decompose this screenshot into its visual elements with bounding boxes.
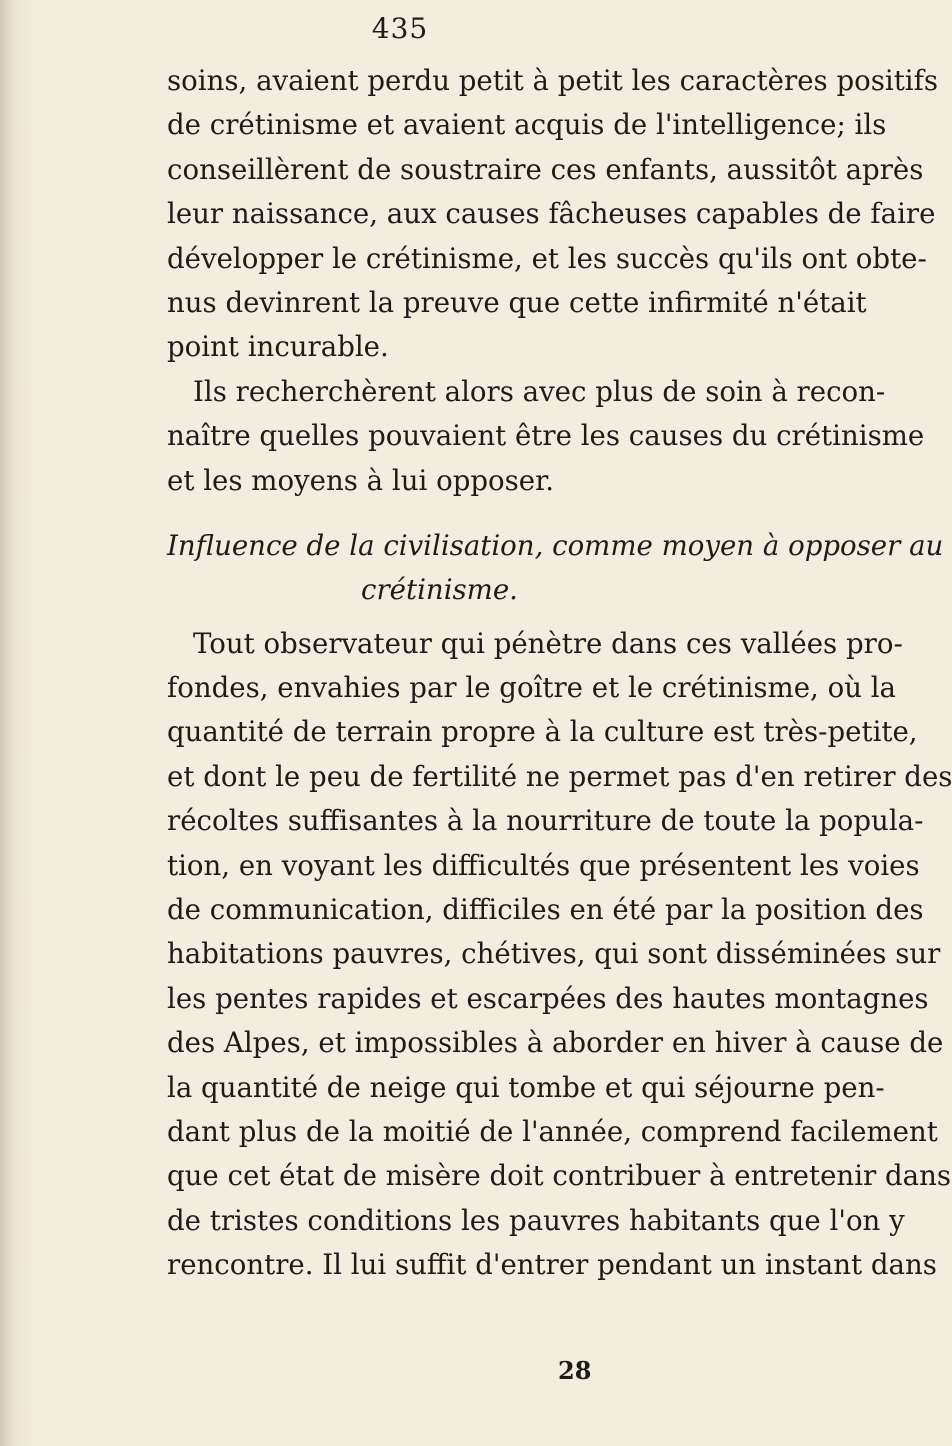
text-line: Tout observateur qui pénètre dans ces vallées pro- — [193, 626, 903, 660]
page-number: 435 — [371, 12, 429, 45]
text-line: que cet état de misère doit contribuer à entretenir dans — [167, 1159, 952, 1193]
text-line: la quantité de neige qui tombe et qui séjourne pen- — [167, 1070, 885, 1104]
text-line: leur naissance, aux causes fâcheuses capables de faire — [167, 197, 936, 231]
body-text — [167, 59, 952, 1288]
text-line: développer le crétinisme, et les succès qu'ils ont obte- — [167, 241, 927, 275]
text-line: les pentes rapides et escarpées des hautes montagnes — [167, 981, 929, 1015]
text-line: tion, en voyant les difficultés que présentent les voies — [167, 848, 920, 882]
text-line: fondes, envahies par le goître et le crétinisme, où la — [167, 671, 897, 705]
text-line: et les moyens à lui opposer. — [167, 463, 555, 497]
section-heading: Influence de la civilisation, comme moyen à opposer au — [167, 528, 944, 562]
printer-signature-mark: 28 — [558, 1356, 592, 1385]
text-line: de crétinisme et avaient acquis de l'intelligence; ils — [167, 108, 887, 142]
text-line: Ils recherchèrent alors avec plus de soin à recon- — [193, 374, 886, 408]
text-line: des Alpes, et impossibles à aborder en hiver à cause de — [167, 1026, 944, 1060]
text-line: quantité de terrain propre à la culture est très-petite, — [167, 715, 918, 749]
text-line: nus devinrent la preuve que cette infirmité n'était — [167, 285, 867, 319]
text-line: conseillèrent de soustraire ces enfants, aussitôt après — [167, 152, 924, 186]
text-line: point incurable. — [167, 330, 389, 364]
text-line: de tristes conditions les pauvres habitants que l'on y — [167, 1203, 905, 1237]
text-line: habitations pauvres, chétives, qui sont disséminées sur — [167, 937, 941, 971]
text-line: récoltes suffisantes à la nourriture de toute la popula- — [167, 804, 924, 838]
text-line: dant plus de la moitié de l'année, comprend facilement — [167, 1114, 938, 1148]
text-line: de communication, difficiles en été par la position des — [167, 893, 924, 927]
text-line: soins, avaient perdu petit à petit les caractères positifs — [167, 64, 939, 97]
text-line: et dont le peu de fertilité ne permet pas d'en retirer des — [167, 759, 952, 793]
text-line: rencontre. Il lui suffit d'entrer pendant un instant dans — [167, 1248, 937, 1282]
section-heading-continued: crétinisme. — [361, 573, 518, 607]
text-line: naître quelles pouvaient être les causes du crétinisme — [167, 419, 925, 453]
